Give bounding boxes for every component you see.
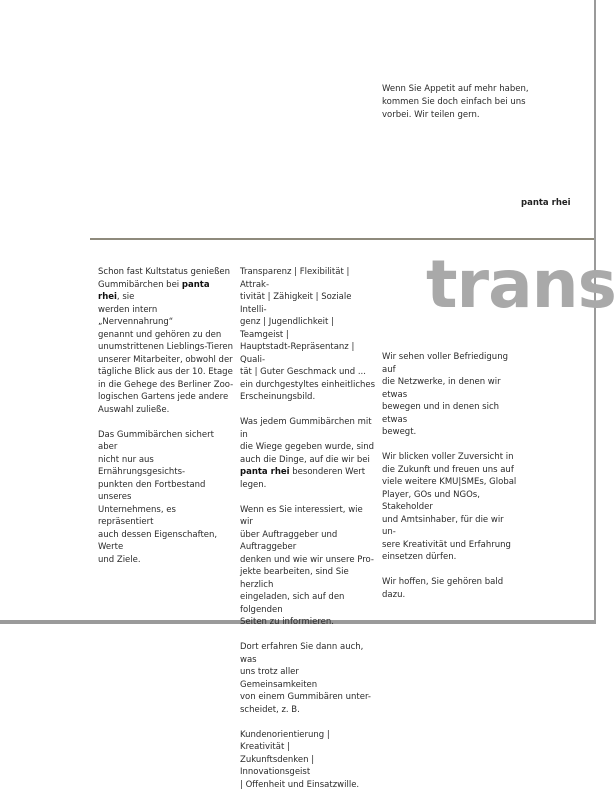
text-line: jekte bearbeiten, sind Sie herzlich <box>240 567 349 590</box>
text-line: auch dessen Eigenschaften, Werte <box>98 529 218 552</box>
text-line: Auswahl zuließe. <box>98 404 170 415</box>
text-line: über Auftraggeber und Auftraggeber <box>240 529 338 552</box>
text-line: | Offenheit und Einsatzwille. <box>240 779 360 790</box>
brand-name: panta rhei <box>98 279 210 302</box>
divider-rule <box>90 238 594 240</box>
text-line: tivität | Zähigkeit | Soziale Intelli- <box>240 292 352 315</box>
text-line: die Zukunft und freuen uns auf <box>382 464 514 475</box>
text-line: punkten den Fortbestand unseres <box>98 479 206 502</box>
text-line: scheidet, z. B. <box>240 704 300 715</box>
text-line: eingeladen, sich auf den folgenden <box>240 592 345 615</box>
paragraph <box>240 729 376 792</box>
intro-text <box>382 83 542 122</box>
paragraph <box>240 641 376 716</box>
text-line: tät | Guter Geschmack und ... <box>240 367 366 377</box>
text-line: Unternehmens, es repräsentiert <box>98 504 176 527</box>
text-line: Wir blicken voller Zuversicht in <box>382 452 514 462</box>
text-column-1 <box>98 266 234 579</box>
text-line: Seiten zu informieren. <box>240 617 334 627</box>
text-line: genannt und gehören zu den <box>98 329 222 340</box>
text-line: genz | Jugendlichkeit | Teamgeist | <box>240 317 334 340</box>
text-line: Zukunftsdenken | Innovationsgeist <box>240 754 315 777</box>
text-line: tägliche Blick aus der 10. Etage <box>98 367 233 377</box>
text-line: Erscheinungsbild. <box>240 392 316 402</box>
text-line: Schon fast Kultstatus genießen <box>98 267 231 277</box>
text-line: Das Gummibärchen sichert aber <box>98 429 214 452</box>
paragraph <box>382 576 518 601</box>
text-line: bewegt. <box>382 427 417 437</box>
text-line: Wir sehen voller Befriedigung auf <box>382 352 508 375</box>
text-line: unserer Mitarbeiter, obwohl der <box>98 354 233 365</box>
text-line: in die Gehege des Berliner Zoo- <box>98 379 234 390</box>
text-line: Kundenorientierung | Kreativität | <box>240 729 330 752</box>
text-line: Player, GOs und NGOs, Stakeholder <box>382 489 480 512</box>
text-line: und Ziele. <box>98 554 141 565</box>
paragraph <box>382 351 518 439</box>
text-line: Gummibärchen bei <box>98 279 182 290</box>
paragraph <box>240 504 376 629</box>
text-line: die Wiege gegeben wurde, sind <box>240 442 375 452</box>
text-line: , sie <box>116 292 135 302</box>
text-line: von einem Gummibären unter- <box>240 692 371 702</box>
brand-name: panta rhei <box>240 467 290 477</box>
intro-line: Wenn Sie Appetit auf mehr haben, <box>382 84 529 94</box>
paragraph <box>382 451 518 564</box>
text-line: denken und wie wir unsere Pro- <box>240 554 374 565</box>
text-line: unumstrittenen Lieblings-Tieren <box>98 342 234 352</box>
paragraph <box>240 266 376 404</box>
paragraph <box>240 416 376 491</box>
text-column-3 <box>382 351 518 614</box>
text-line: ein durchgestyltes einheitliches <box>240 379 376 390</box>
headline: trans <box>426 246 616 323</box>
text-line: uns trotz aller Gemeinsamkeiten <box>240 667 318 690</box>
paragraph <box>98 429 234 567</box>
text-line: Was jedem Gummibärchen mit in <box>240 417 372 440</box>
brand-signature: panta rhei <box>521 198 571 208</box>
text-line: und Amtsinhaber, für die wir un- <box>382 514 504 537</box>
text-line: Wir hoffen, Sie gehören bald dazu. <box>382 577 504 600</box>
intro-line: kommen Sie doch einfach bei uns <box>382 97 526 107</box>
text-line: besonderen Wert legen. <box>240 467 366 490</box>
text-line: viele weitere KMU|SMEs, Global <box>382 477 517 487</box>
text-line: nicht nur aus Ernährungsgesichts- <box>98 454 186 477</box>
text-line: Dort erfahren Sie dann auch, was <box>240 642 364 665</box>
text-line: Transparenz | Flexibilität | Attrak- <box>240 267 350 290</box>
text-line: Hauptstadt-Repräsentanz | Quali- <box>240 342 355 365</box>
text-line: sere Kreativität und Erfahrung <box>382 539 511 550</box>
text-line: auch die Dinge, auf die wir bei <box>240 454 370 465</box>
text-line: logischen Gartens jede andere <box>98 392 229 402</box>
text-line: die Netzwerke, in denen wir etwas <box>382 377 501 400</box>
text-line: Wenn es Sie interessiert, wie wir <box>240 504 363 527</box>
text-line: werden intern „Nervennahrung“ <box>98 304 174 327</box>
paragraph <box>98 266 234 416</box>
text-column-2 <box>240 266 376 804</box>
text-line: bewegen und in denen sich etwas <box>382 402 500 425</box>
text-line: einsetzen dürfen. <box>382 552 457 562</box>
intro-line: vorbei. Wir teilen gern. <box>382 110 480 120</box>
